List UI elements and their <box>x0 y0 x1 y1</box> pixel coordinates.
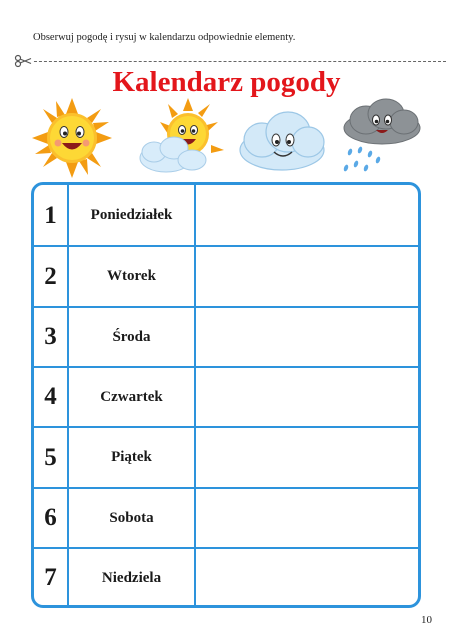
table-row <box>34 487 418 548</box>
table-row <box>34 426 418 487</box>
sun-icon <box>30 96 114 180</box>
day-number: 6 <box>44 504 57 531</box>
day-name: Sobota <box>67 489 196 548</box>
drawing-cell[interactable] <box>196 489 418 548</box>
drawing-cell[interactable] <box>196 428 418 487</box>
rain-cloud-icon <box>340 98 426 178</box>
day-number: 2 <box>44 262 57 290</box>
sun-behind-cloud-icon <box>136 98 226 178</box>
table-row <box>34 366 418 427</box>
day-number: 7 <box>44 564 57 592</box>
day-name: Niedziela <box>67 549 196 608</box>
drawing-cell[interactable] <box>196 185 418 246</box>
table-row <box>34 185 418 246</box>
day-name: Poniedziałek <box>67 185 196 246</box>
day-name: Czwartek <box>67 368 196 427</box>
day-number: 4 <box>44 383 57 411</box>
table-row <box>34 245 418 306</box>
page-number: 10 <box>421 614 432 626</box>
day-number: 3 <box>44 323 57 351</box>
cut-line <box>14 61 446 62</box>
drawing-cell[interactable] <box>196 308 418 367</box>
drawing-cell[interactable] <box>196 549 418 608</box>
day-number: 1 <box>44 201 57 229</box>
day-name: Wtorek <box>67 247 196 306</box>
table-row <box>34 306 418 367</box>
day-name: Środa <box>67 308 196 367</box>
day-number: 5 <box>44 443 57 471</box>
day-name: Piątek <box>67 428 196 487</box>
drawing-cell[interactable] <box>196 247 418 306</box>
instruction-text: Obserwuj pogodę i rysuj w kalendarzu odpowiednie elementy. <box>33 32 296 43</box>
weather-calendar-table <box>31 182 421 608</box>
table-row <box>34 547 418 608</box>
page-title: Kalendarz pogody <box>112 66 341 98</box>
drawing-cell[interactable] <box>196 368 418 427</box>
cloud-icon <box>236 110 328 172</box>
